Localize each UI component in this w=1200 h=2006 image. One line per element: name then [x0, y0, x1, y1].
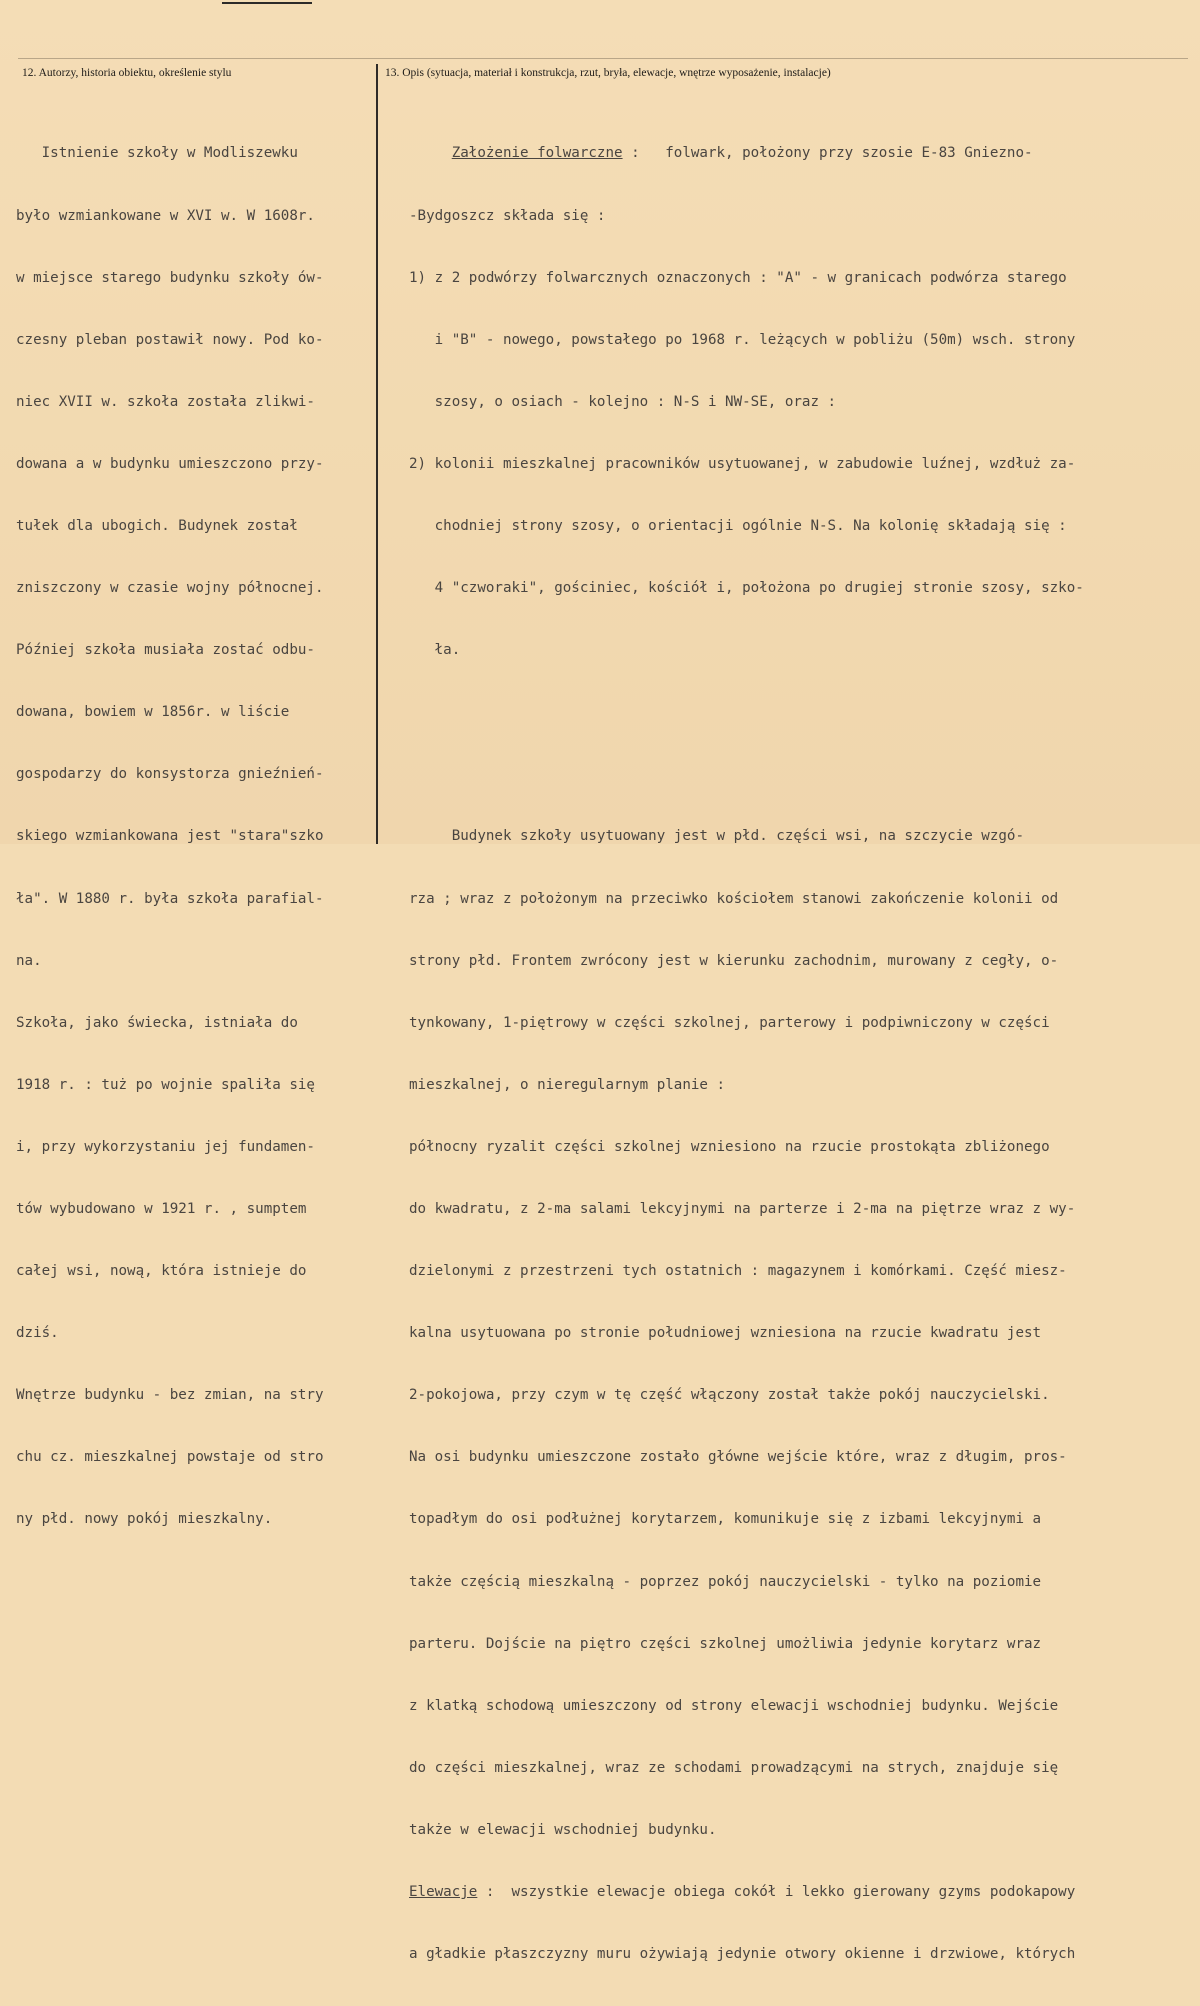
text-line: zniszczony w czasie wojny północnej.: [16, 580, 324, 597]
text-line: dowana, bowiem w 1856r. w liście: [16, 704, 290, 721]
text-line: całej wsi, nową, która istnieje do: [16, 1263, 307, 1280]
text-line-elewacje: [409, 1882, 1084, 1903]
text-line: 4 "czworaki", gościniec, kościół i, położona po drugiej stronie szosy, szko-: [409, 580, 1084, 597]
text-line: parteru. Dojście na piętro części szkolnej umożliwia jedynie korytarz wraz: [409, 1635, 1042, 1652]
text-line: skiego wzmiankowana jest "stara"szko: [16, 828, 324, 845]
text-line: rza ; wraz z położonym na przeciwko kościołem stanowi zakończenie kolonii od: [409, 890, 1059, 907]
text-line: kalna usytuowana po stronie południowej wzniesiona na rzucie kwadratu jest: [409, 1325, 1042, 1342]
text-line: niec XVII w. szkoła została zlikwi-: [16, 393, 315, 410]
text-line: i, przy wykorzystaniu jej fundamen-: [16, 1138, 315, 1155]
text-line: mieszkalnej, o nieregularnym planie :: [409, 1076, 726, 1093]
section-13-text: [409, 102, 1084, 2006]
elewacje-heading: Elewacje: [409, 1884, 478, 1901]
text-line: [409, 764, 1084, 785]
text-line: topadłym do osi podłużnej korytarzem, komunikuje się z izbami lekcyjnymi a: [409, 1511, 1042, 1528]
text-line: było wzmiankowane w XVI w. W 1608r.: [16, 207, 315, 224]
text-line-first: [409, 143, 1084, 164]
text-line: także w elewacji wschodniej budynku.: [409, 1821, 717, 1838]
text-line: 2) kolonii mieszkalnej pracowników usytuowanej, w zabudowie luźnej, wzdłuż za-: [409, 455, 1076, 472]
text-line: do części mieszkalnej, wraz ze schodami prowadzącymi na strych, znajduje się: [409, 1759, 1059, 1776]
text-line: Wnętrze budynku - bez zmian, na stry: [16, 1387, 324, 1404]
header-divider: [18, 58, 1188, 59]
text-line: ła". W 1880 r. była szkoła parafial-: [16, 890, 324, 907]
text-line: ny płd. nowy pokój mieszkalny.: [16, 1511, 273, 1528]
section-13-heading: 13. Opis (sytuacja, materiał i konstrukcja, rzut, bryła, elewacje, wnętrze wyposażenie, instalacje): [385, 67, 831, 79]
text-line: i "B" - nowego, powstałego po 1968 r. leżących w pobliżu (50m) wsch. strony: [409, 331, 1076, 348]
text-line: chu cz. mieszkalnej powstaje od stro: [16, 1449, 324, 1466]
text-line: dziś.: [16, 1325, 59, 1342]
text-line: [409, 702, 1084, 723]
elewacje-rest: : wszystkie elewacje obiega cokół i lekko gierowany gzyms podokapowy: [477, 1884, 1076, 1901]
top-rule: [222, 2, 312, 4]
text-line: czesny pleban postawił nowy. Pod ko-: [16, 331, 324, 348]
text-line: z klatką schodową umieszczony od strony elewacji wschodniej budynku. Wejście: [409, 1697, 1059, 1714]
text-line: 1918 r. : tuż po wojnie spaliła się: [16, 1076, 315, 1093]
text-line: tów wybudowano w 1921 r. , sumptem: [16, 1201, 307, 1217]
text-line: ła.: [409, 642, 461, 659]
text-line: chodniej strony szosy, o orientacji ogólnie N-S. Na kolonię składają się :: [409, 517, 1067, 534]
text-line: a gładkie płaszczyzny muru ożywiają jedynie otwory okienne i drzwiowe, których: [409, 1946, 1076, 1963]
text-line: -Bydgoszcz składa się :: [409, 207, 606, 224]
text-line: Później szkoła musiała zostać odbu-: [16, 642, 315, 659]
text-line: Budynek szkoły usytuowany jest w płd. części wsi, na szczycie wzgó-: [409, 828, 1024, 845]
text-line: Na osi budynku umieszczone zostało główne wejście które, wraz z długim, pros-: [409, 1449, 1067, 1466]
section-12-heading: 12. Autorzy, historia obiektu, określenie stylu: [22, 67, 232, 79]
folwark-heading-rest: : folwark, położony przy szosie E-83 Gniezno-: [622, 145, 1033, 162]
text-line: szosy, o osiach - kolejno : N-S i NW-SE, oraz :: [409, 393, 837, 410]
text-line: 1) z 2 podwórzy folwarcznych oznaczonych : "A" - w granicach podwórza starego: [409, 269, 1067, 286]
text-line: na.: [16, 952, 42, 969]
text-line: Istnienie szkoły w Modliszewku: [16, 145, 298, 162]
text-line: strony płd. Frontem zwrócony jest w kierunku zachodnim, murowany z cegły, o-: [409, 952, 1059, 969]
text-line: dzielonymi z przestrzeni tych ostatnich : magazynem i komórkami. Część miesz-: [409, 1263, 1067, 1280]
text-line: tułek dla ubogich. Budynek został: [16, 517, 298, 534]
text-line: także częścią mieszkalną - poprzez pokój nauczycielski - tylko na poziomie: [409, 1573, 1042, 1590]
text-line: gospodarzy do konsystorza gnieźnień-: [16, 766, 324, 783]
column-divider: [376, 64, 378, 844]
text-line: północny ryzalit części szkolnej wzniesiono na rzucie prostokąta zbliżonego: [409, 1138, 1050, 1155]
text-line: 2-pokojowa, przy czym w tę część włączony został także pokój nauczycielski.: [409, 1387, 1050, 1404]
folwark-heading: Założenie folwarczne: [451, 145, 623, 162]
text-line: Szkoła, jako świecka, istniała do: [16, 1014, 298, 1031]
section-12-text: [16, 102, 324, 1572]
text-line: dowana a w budynku umieszczono przy-: [16, 455, 324, 472]
text-line: do kwadratu, z 2-ma salami lekcyjnymi na parterze i 2-ma na piętrze wraz z wy-: [409, 1201, 1076, 1217]
text-line: tynkowany, 1-piętrowy w części szkolnej, parterowy i podpiwniczony w części: [409, 1014, 1050, 1031]
text-line: w miejsce starego budynku szkoły ów-: [16, 269, 324, 286]
